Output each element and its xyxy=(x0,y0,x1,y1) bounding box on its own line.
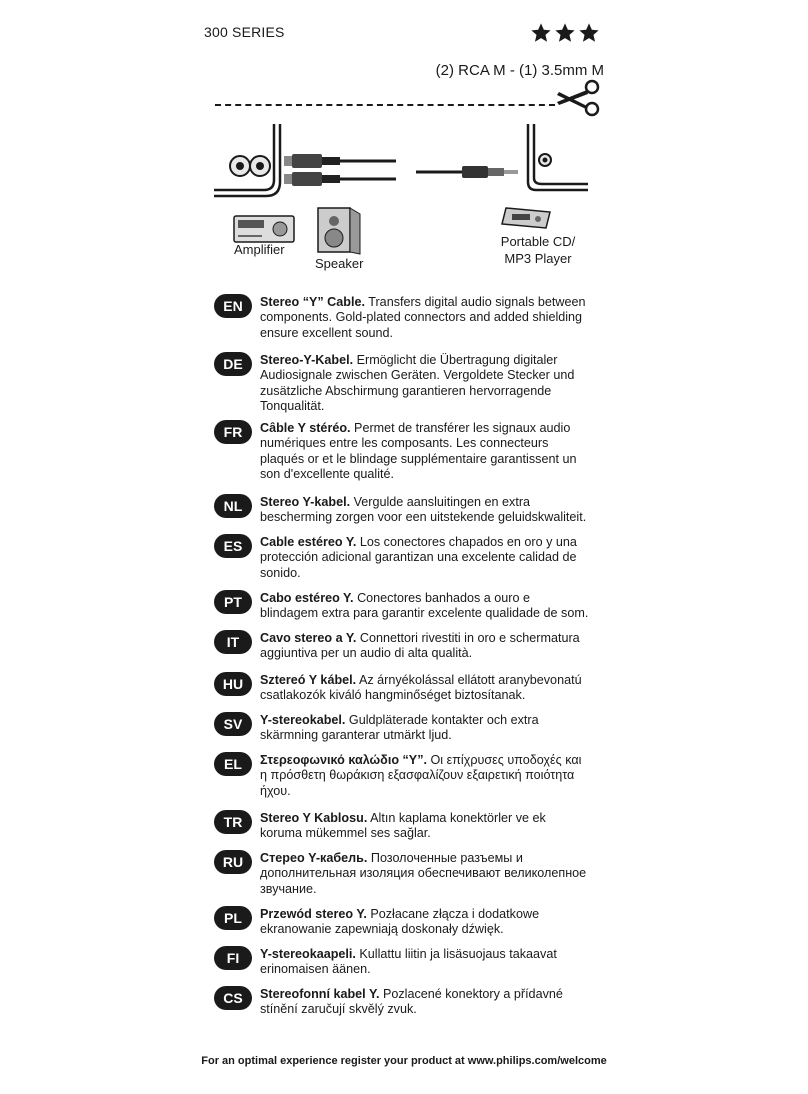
lang-entry-it xyxy=(214,631,614,673)
lang-entry-hu xyxy=(214,673,614,713)
portable-player-label: Portable CD/ MP3 Player xyxy=(500,234,576,266)
entry-body: Позолоченные разъемы и дополнительная изоляция обеспечивают великолепное звучание. xyxy=(260,851,587,896)
speaker-label: Speaker xyxy=(315,256,364,271)
language-descriptions xyxy=(214,295,614,1027)
entry-body: Altın kaplama konektörler ve ek koruma mükemmel ses sağlar. xyxy=(260,811,546,841)
amplifier-icon xyxy=(234,216,294,242)
lang-entry-fr xyxy=(214,421,614,495)
amplifier-panel xyxy=(214,124,280,196)
lang-entry-de xyxy=(214,353,614,421)
minijack-connector xyxy=(416,166,518,178)
rca-connectors xyxy=(284,154,396,186)
lang-badge: SV xyxy=(214,712,252,736)
lang-badge: PL xyxy=(214,906,252,930)
star-icon xyxy=(530,22,552,44)
entry-title: Stereo Y Kablosu. xyxy=(260,811,368,825)
product-subtitle: (2) RCA M - (1) 3.5mm M xyxy=(435,62,604,79)
lang-badge: FI xyxy=(214,946,252,970)
star-icon xyxy=(578,22,600,44)
entry-body: Kullattu liitin ja lisäsuojaus takaavat erinomaisen äänen. xyxy=(260,947,557,977)
lang-entry-nl xyxy=(214,495,614,535)
speaker-icon xyxy=(318,208,360,254)
lang-entry-fi xyxy=(214,947,614,987)
entry-title: Cavo stereo a Y. xyxy=(260,631,357,645)
lang-entry-el xyxy=(214,753,614,811)
entry-title: Stereo “Y” Cable. xyxy=(260,295,365,309)
star-rating xyxy=(530,22,600,44)
entry-title: Sztereó Y kábel. xyxy=(260,673,357,687)
footer-registration-text: For an optimal experience register your product at www.philips.com/welcome xyxy=(201,1055,607,1067)
lang-badge: TR xyxy=(214,810,252,834)
lang-badge: EN xyxy=(214,294,252,318)
lang-badge: NL xyxy=(214,494,252,518)
entry-title: Câble Y stéréo. xyxy=(260,421,351,435)
series-label: 300 SERIES xyxy=(204,24,285,40)
entry-body: Guldpläterade kontakter och extra skärmning garanterar utmärkt ljud. xyxy=(260,713,539,743)
entry-body: Connettori rivestiti in oro e schermatura aggiuntiva per un audio di alta qualità. xyxy=(260,631,580,661)
entry-title: Cabo estéreo Y. xyxy=(260,591,354,605)
lang-entry-tr xyxy=(214,811,614,851)
entry-title: Stereo-Y-Kabel. xyxy=(260,353,354,367)
lang-entry-ru xyxy=(214,851,614,907)
lang-entry-cs xyxy=(214,987,614,1027)
entry-body: Az árnyékolással ellátott aranybevonatú csatlakozók kiváló hangminőséget biztosítanak. xyxy=(260,673,582,703)
star-icon xyxy=(554,22,576,44)
lang-badge: CS xyxy=(214,986,252,1010)
entry-title: Стерео Y-кабель. xyxy=(260,851,368,865)
lang-badge: IT xyxy=(214,630,252,654)
lang-badge: HU xyxy=(214,672,252,696)
lang-badge: RU xyxy=(214,850,252,874)
entry-title: Y-stereokaapeli. xyxy=(260,947,356,961)
entry-body: Permet de transférer les signaux audio numériques entre les composants. Les connecteurs plaqués or et le blindage supplémentaire garantissent un son d'excellente qualité. xyxy=(260,421,577,481)
entry-body: Vergulde aansluitingen en extra bescherming zorgen voor een uitstekende geluidskwaliteit. xyxy=(260,495,587,525)
lang-badge: FR xyxy=(214,420,252,444)
lang-entry-es xyxy=(214,535,614,591)
entry-title: Stereofonní kabel Y. xyxy=(260,987,380,1001)
entry-body: Ermöglicht die Übertragung digitaler Audiosignale zwischen Geräten. Vergoldete Stecker und zusätzliche Abschirmung garantieren hervorragende Tonqualität. xyxy=(260,353,575,413)
entry-title: Przewód stereo Y. xyxy=(260,907,367,921)
lang-badge: PT xyxy=(214,590,252,614)
lang-entry-pl xyxy=(214,907,614,947)
entry-body: Pozlacené konektory a přídavné stínění zaručují skvělý zvuk. xyxy=(260,987,563,1017)
portable-player-icon xyxy=(502,208,550,228)
entry-body: Pozłacane złącza i dodatkowe ekranowanie zapewniają doskonały dźwięk. xyxy=(260,907,540,937)
entry-title: Στερεοφωνικό καλώδιο “Y”. xyxy=(260,753,428,767)
cut-line xyxy=(215,104,555,106)
lang-entry-sv xyxy=(214,713,614,753)
lang-badge: DE xyxy=(214,352,252,376)
entry-title: Y-stereokabel. xyxy=(260,713,346,727)
lang-entry-en xyxy=(214,295,614,353)
entry-body: Conectores banhados a ouro e blindagem extra para garantir excelente qualidade de som. xyxy=(260,591,589,621)
lang-entry-pt xyxy=(214,591,614,631)
entry-body: Los conectores chapados en oro y una protección adicional garantizan una excelente calidad de sonido. xyxy=(260,535,577,580)
lang-badge: ES xyxy=(214,534,252,558)
amplifier-label: Amplifier xyxy=(234,242,285,257)
entry-title: Cable estéreo Y. xyxy=(260,535,357,549)
entry-title: Stereo Y-kabel. xyxy=(260,495,351,509)
entry-body: Transfers digital audio signals between components. Gold-plated connectors and added shielding ensure excellent sound. xyxy=(260,295,586,340)
player-panel xyxy=(528,124,588,190)
lang-badge: EL xyxy=(214,752,252,776)
entry-body: Οι επίχρυσες υποδοχές και η πρόσθετη θωράκιση εξασφαλίζουν εξαιρετική ποιότητα ήχου. xyxy=(260,753,582,798)
